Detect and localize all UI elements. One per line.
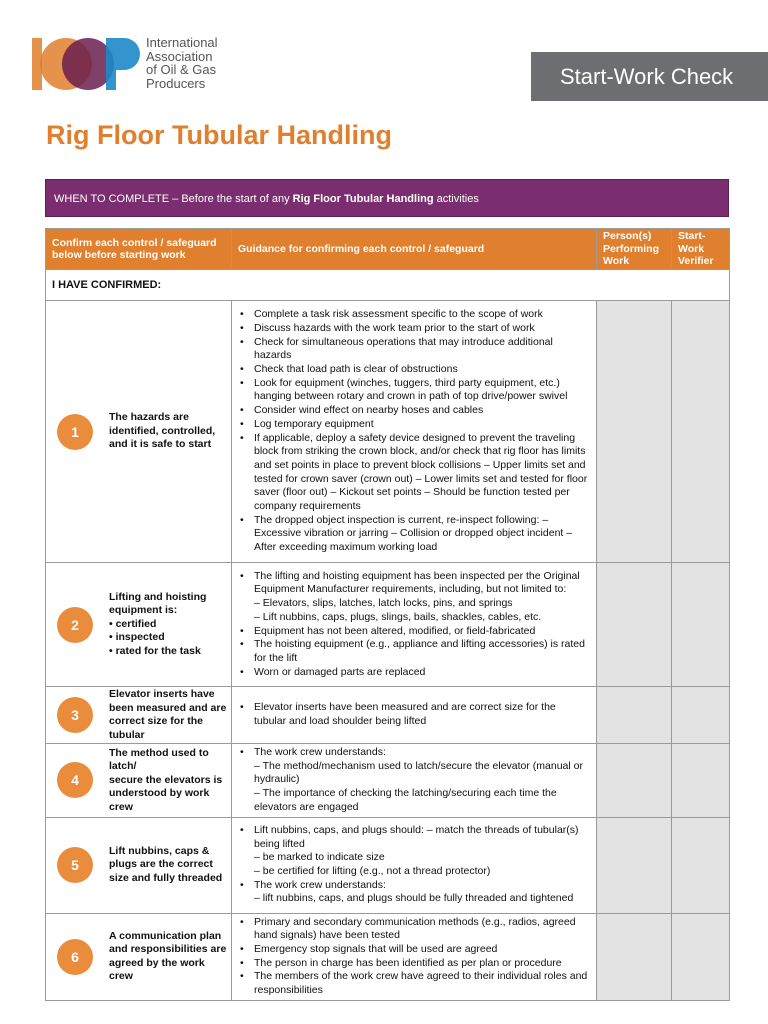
control-cell — [46, 563, 232, 687]
guidance-item: • Consider wind effect on nearby hoses and cables — [238, 404, 590, 418]
header-verifier: Start-Work Verifier — [672, 229, 730, 270]
guidance-item: • The person in charge has been identified as per plan or procedure — [238, 957, 590, 971]
guidance-item: • Log temporary equipment — [238, 418, 590, 432]
checklist-row — [46, 563, 730, 687]
verifier-cell[interactable] — [672, 913, 730, 1000]
guidance-item: • If applicable, deploy a safety device designed to prevent the traveling block from striking the crown block, and/or check that rig floor has limits and set points in place to prevent block collisions – Upper limits set and tested for crown saver (crown out) – Lower limits set and tested for floor saver (floor out) – Kickout set points – Should be function tested per company requirements — [238, 432, 590, 514]
person-performing-cell[interactable] — [597, 913, 672, 1000]
control-cell — [46, 817, 232, 913]
guidance-item: • Primary and secondary communication methods (e.g., radios, agreed hand signals) have been tested — [238, 916, 590, 943]
guidance-item: • Worn or damaged parts are replaced — [238, 666, 590, 680]
guidance-item: • The lifting and hoisting equipment has been inspected per the Original Equipment Manufacturer requirements, including, but not limited to: – Elevators, slips, latches, latch locks, pins, and springs – Lift nubbins, caps, plugs, slings, bails, shackles, cables, etc. — [238, 570, 590, 625]
when-to-complete-bar — [45, 179, 729, 217]
guidance-item: • The work crew understands: – The method/mechanism used to latch/secure the elevator (manual or hydraulic) – The importance of checking the latching/securing each time the elevators are engaged — [238, 746, 590, 815]
guidance-item: • Check that load path is clear of obstructions — [238, 363, 590, 377]
step-number-badge: 1 — [57, 414, 93, 450]
guidance-item: • Discuss hazards with the work team prior to the start of work — [238, 322, 590, 336]
guidance-item: • The work crew understands: – lift nubbins, caps, and plugs should be fully threaded and tightened — [238, 879, 590, 906]
header-guidance: Guidance for confirming each control / safeguard — [232, 229, 597, 270]
control-text: Elevator inserts have been measured and are correct size for the tubular — [109, 688, 227, 741]
control-text: The hazards are identified, controlled, and it is safe to start — [109, 411, 216, 451]
person-performing-cell[interactable] — [597, 563, 672, 687]
i-have-confirmed-label: I HAVE CONFIRMED: — [46, 270, 730, 301]
person-performing-cell[interactable] — [597, 744, 672, 818]
guidance-item: • Lift nubbins, caps, and plugs should: – match the threads of tubular(s) being lifted – be marked to indicate size – be certified for lifting (e.g., not a thread protector) — [238, 824, 590, 879]
guidance-cell — [232, 563, 597, 687]
control-cell — [46, 687, 232, 744]
org-line: Producers — [146, 75, 206, 91]
org-line: International — [146, 35, 218, 50]
org-line: Association — [146, 48, 213, 64]
verifier-cell[interactable] — [672, 687, 730, 744]
guidance-item: • Elevator inserts have been measured and are correct size for the tubular and load shoulder being lifted — [238, 701, 590, 728]
control-cell — [46, 744, 232, 818]
when-suffix: activities — [433, 193, 479, 205]
guidance-cell — [232, 913, 597, 1000]
checklist-row — [46, 913, 730, 1000]
header-control: Confirm each control / safeguard below before starting work — [46, 229, 232, 270]
control-text: The method used to latch/ secure the elevators is understood by work crew — [109, 746, 223, 813]
page-title: Rig Floor Tubular Handling — [46, 120, 392, 150]
guidance-item: • Look for equipment (winches, tuggers, third party equipment, etc.) hanging between rotary and crown in path of top drive/power swivel — [238, 377, 590, 404]
control-text: A communication plan and responsibilities are agreed by the work crew — [109, 929, 227, 983]
header-person: Person(s) Performing Work — [597, 229, 672, 270]
step-number-badge: 2 — [57, 607, 93, 643]
person-performing-cell[interactable] — [597, 817, 672, 913]
checklist-row — [46, 817, 730, 913]
control-cell — [46, 913, 232, 1000]
checklist-row — [46, 744, 730, 818]
guidance-item: • Check for simultaneous operations that may introduce additional hazards — [238, 336, 590, 363]
verifier-cell[interactable] — [672, 744, 730, 818]
guidance-item: • The hoisting equipment (e.g., appliance and lifting accessories) is rated for the lift — [238, 638, 590, 665]
control-text: Lifting and hoisting equipment is: • certified • inspected • rated for the task — [109, 590, 207, 657]
org-name — [146, 36, 218, 90]
guidance-item: • Complete a task risk assessment specific to the scope of work — [238, 308, 590, 322]
guidance-cell — [232, 687, 597, 744]
verifier-cell[interactable] — [672, 817, 730, 913]
verifier-cell[interactable] — [672, 563, 730, 687]
guidance-item: • Emergency stop signals that will be used are agreed — [238, 943, 590, 957]
when-prefix: WHEN TO COMPLETE – Before the start of any — [54, 193, 293, 205]
verifier-cell[interactable] — [672, 301, 730, 563]
guidance-cell — [232, 817, 597, 913]
start-work-check-badge: Start-Work Check — [531, 52, 768, 101]
step-number-badge: 4 — [57, 762, 93, 798]
person-performing-cell[interactable] — [597, 687, 672, 744]
step-number-badge: 6 — [57, 939, 93, 975]
guidance-item: • Equipment has not been altered, modified, or field-fabricated — [238, 625, 590, 639]
person-performing-cell[interactable] — [597, 301, 672, 563]
step-number-badge: 5 — [57, 847, 93, 883]
org-line: of Oil & Gas — [146, 62, 217, 77]
step-number-badge: 3 — [57, 697, 93, 733]
when-bold: Rig Floor Tubular Handling — [292, 193, 434, 205]
guidance-cell — [232, 301, 597, 563]
guidance-item: • The dropped object inspection is current, re-inspect following: – Excessive vibration or jarring – Collision or dropped object incident – After exceeding maximum working load — [238, 514, 590, 555]
checklist-row — [46, 687, 730, 744]
guidance-cell — [232, 744, 597, 818]
checklist-table — [45, 228, 730, 1001]
guidance-item: • The members of the work crew have agreed to their individual roles and responsibilities — [238, 970, 590, 997]
checklist-row — [46, 301, 730, 563]
control-text: Lift nubbins, caps & plugs are the correct size and fully threaded — [109, 844, 223, 884]
control-cell — [46, 301, 232, 563]
